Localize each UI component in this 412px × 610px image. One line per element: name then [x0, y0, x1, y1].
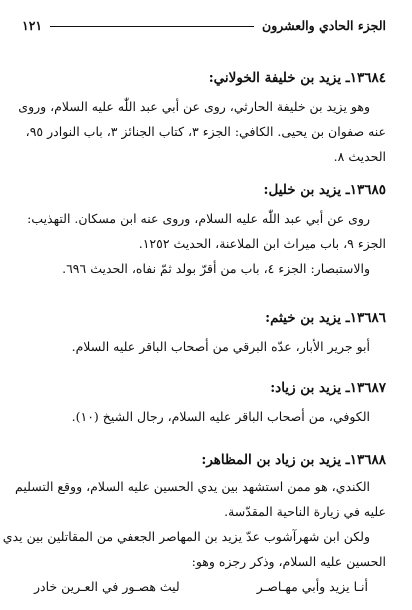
entry-text-line: الحديث ٨. — [333, 149, 386, 164]
entry-heading: ١٣٦٨٧ـ يزيد بن زياد: — [270, 380, 386, 396]
entry-13685 — [22, 180, 386, 281]
poem-hemistich-right: أنـا يزيد وأبي مهـاصـر — [256, 579, 368, 594]
entry-heading: ١٣٦٨٥ـ يزيد بن خليل: — [263, 182, 386, 198]
header-rule — [50, 26, 254, 27]
entry-text-line: ولكن ابن شهرآشوب عدّ يزيد بن المهاصر الجعفي من المقاتلين بين يدي — [2, 529, 370, 544]
entry-text-line: روى عن أبي عبد اللّٰه عليه السلام، وروى عنه ابن مسكان. التهذيب: — [27, 211, 370, 226]
entry-text-line: الكوفي، من أصحاب الباقر عليه السلام، رجال الشيخ (١٠). — [71, 409, 370, 424]
entry-13688 — [2, 450, 386, 599]
entry-text-line: والاستبصار: الجزء ٤، باب من أقرّ بولد ثمّ نفاه، الحديث ٦٩٦. — [62, 261, 370, 276]
running-title: الجزء الحادي والعشرون — [262, 17, 386, 33]
entry-text-line: الحسين عليه السلام، وذكر رجزه وهو: — [191, 554, 386, 569]
entry-heading: ١٣٦٨٦ـ يزيد بن خيثم: — [265, 310, 386, 326]
entry-13684 — [18, 68, 386, 169]
entry-text-line: الكندي، هو ممن استشهد بين يدي الحسين عليه السلام، ووقع التسليم — [15, 479, 370, 494]
page-number: ١٢١ — [22, 17, 43, 33]
entry-13687 — [22, 378, 386, 429]
entry-text-line: أبو جرير الأبار، عدّه البرقي من أصحاب الباقر عليه السلام. — [71, 339, 370, 354]
entry-text-line: عليه في زيارة الناحية المقدّسة. — [224, 504, 386, 519]
entry-heading: ١٣٦٨٨ـ يزيد بن زياد بن المظاهر: — [201, 452, 386, 468]
entry-text-line: عنه صفوان بن يحيى. الكافي: الجزء ٣، كتاب الجنائز ٣، باب النوادر ٩٥، — [25, 124, 386, 139]
entry-heading: ١٣٦٨٤ـ يزيد بن خليفة الخولاني: — [208, 70, 386, 86]
entry-text-line: وهو يزيد بن خليفة الحارثي، روى عن أبي عبد اللّٰه عليه السلام، وروى — [18, 99, 370, 114]
entry-13686 — [22, 308, 386, 359]
poem-verse — [22, 574, 386, 599]
poem-hemistich-left: ليث هصـور في العـرين خادر — [34, 579, 180, 594]
page-header — [22, 14, 386, 36]
entry-text-line: الجزء ٩، باب ميراث ابن الملاعنة، الحديث ١٢٥٢. — [138, 236, 386, 251]
